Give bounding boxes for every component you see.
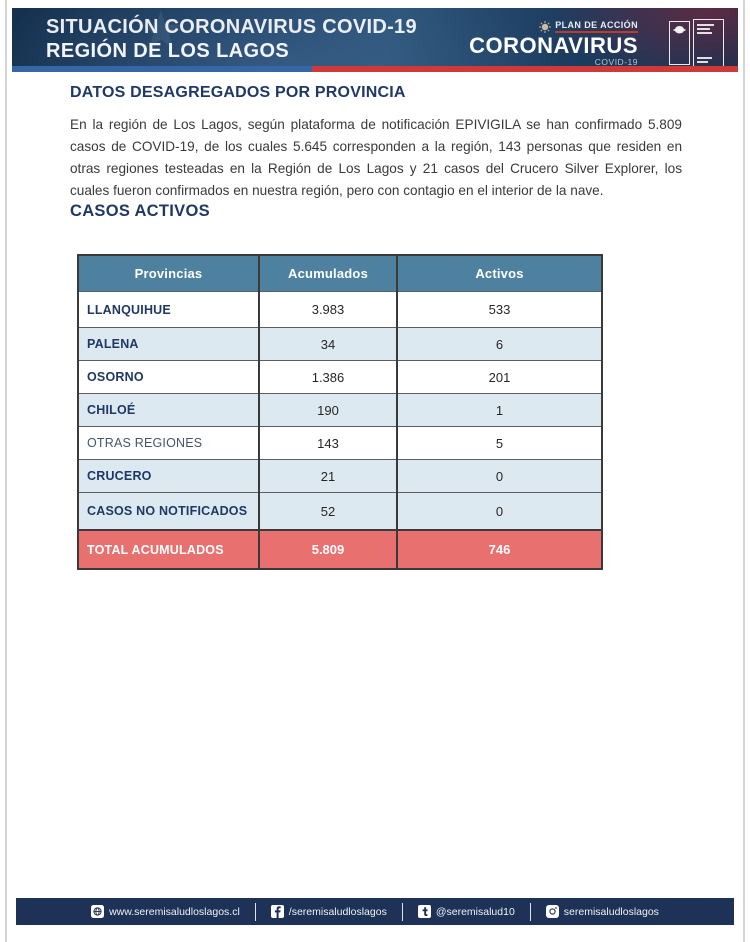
- total-row: [78, 530, 602, 569]
- provincia-cell: OTRAS REGIONES: [78, 427, 259, 460]
- intro-paragraph: En la región de Los Lagos, según plataforma de notificación EPIVIGILA se han confirmado 5.809 casos de COVID-19, de los cuales 5.645 corresponden a la región, 143 personas que residen en otras regiones testeadas en la Región de Los Lagos y 21 casos del Crucero Silver Explorer, los cuales fueron confirmados en nuestra región, pero con contagio en el interior de la nave.: [70, 117, 682, 198]
- table-header-row: [78, 255, 602, 292]
- footer-separator: [530, 903, 531, 921]
- col-header-activos: Activos: [397, 255, 602, 292]
- banner-text: [46, 15, 417, 63]
- instagram-icon: [546, 905, 559, 918]
- gobierno-emblem-box: [669, 21, 690, 65]
- acumulados-cell: 21: [259, 460, 397, 493]
- acumulados-cell: 143: [259, 427, 397, 460]
- page-right-edge: [743, 0, 745, 942]
- acumulados-cell: 1.386: [259, 361, 397, 394]
- provincia-cell: LLANQUIHUE: [78, 292, 259, 328]
- twitter-icon: [418, 905, 431, 918]
- virus-icon: [539, 21, 551, 33]
- footer-twitter-text: @seremisalud10: [435, 905, 515, 918]
- provincia-cell: CRUCERO: [78, 460, 259, 493]
- provincia-cell: PALENA: [78, 328, 259, 361]
- page-left-edge: [5, 0, 7, 942]
- activos-cell: 0: [397, 460, 602, 493]
- total-acumulados-cell: 5.809: [259, 530, 397, 569]
- acumulados-cell: 190: [259, 394, 397, 427]
- gobierno-text-box: [693, 19, 724, 66]
- acumulados-cell: 3.983: [259, 292, 397, 328]
- table-row: [78, 361, 602, 394]
- provincia-cell: CHILOÉ: [78, 394, 259, 427]
- col-header-provincias: Provincias: [78, 255, 259, 292]
- table-row: [78, 493, 602, 531]
- web-icon: [91, 905, 104, 918]
- plan-de-accion-label: PLAN DE ACCIÓN: [555, 20, 638, 33]
- activos-cell: 0: [397, 493, 602, 531]
- covid19-label: COVID-19: [594, 57, 638, 66]
- gobierno-de-chile-logo: [669, 19, 724, 66]
- coronavirus-brand-text: CORONAVIRUS: [469, 33, 638, 58]
- facebook-icon: [271, 905, 284, 918]
- table-row: [78, 460, 602, 493]
- total-label-cell: TOTAL ACUMULADOS: [78, 530, 259, 569]
- coronavirus-logo: [468, 20, 638, 66]
- table-row: [78, 292, 602, 328]
- acumulados-cell: 34: [259, 328, 397, 361]
- footer-website-text: www.seremisaludloslagos.cl: [109, 905, 240, 918]
- activos-cell: 5: [397, 427, 602, 460]
- section-heading-datos-provincia: DATOS DESAGREGADOS POR PROVINCIA: [70, 84, 406, 101]
- accent-bar-red: [312, 66, 738, 72]
- footer-instagram-text: seremisaludloslagos: [563, 905, 659, 918]
- activos-cell: 201: [397, 361, 602, 394]
- total-activos-cell: 746: [397, 530, 602, 569]
- cases-table: [77, 254, 603, 570]
- provincia-cell: CASOS NO NOTIFICADOS: [78, 493, 259, 531]
- activos-cell: 533: [397, 292, 602, 328]
- activos-cell: 6: [397, 328, 602, 361]
- activos-cell: 1: [397, 394, 602, 427]
- coat-of-arms-icon: [673, 25, 686, 36]
- acumulados-cell: 52: [259, 493, 397, 531]
- footer-facebook-text: /seremisaludloslagos: [288, 905, 387, 918]
- banner-title: SITUACIÓN CORONAVIRUS COVID-19: [46, 16, 417, 38]
- col-header-acumulados: Acumulados: [259, 255, 397, 292]
- table-row: [78, 328, 602, 361]
- footer-link-website[interactable]: [91, 905, 240, 918]
- header-banner: [12, 8, 738, 66]
- footer-link-instagram[interactable]: [546, 905, 659, 918]
- footer-link-facebook[interactable]: [271, 905, 387, 918]
- banner-subtitle: REGIÓN DE LOS LAGOS: [46, 40, 290, 62]
- footer-link-twitter[interactable]: [418, 905, 515, 918]
- footer-separator: [402, 903, 403, 921]
- section-heading-casos-activos: CASOS ACTIVOS: [70, 202, 210, 220]
- provincia-cell: OSORNO: [78, 361, 259, 394]
- footer-bar: [16, 898, 734, 925]
- table-row: [78, 427, 602, 460]
- accent-bar-blue: [12, 66, 312, 72]
- table-row: [78, 394, 602, 427]
- footer-separator: [255, 903, 256, 921]
- accent-bar: [12, 66, 738, 72]
